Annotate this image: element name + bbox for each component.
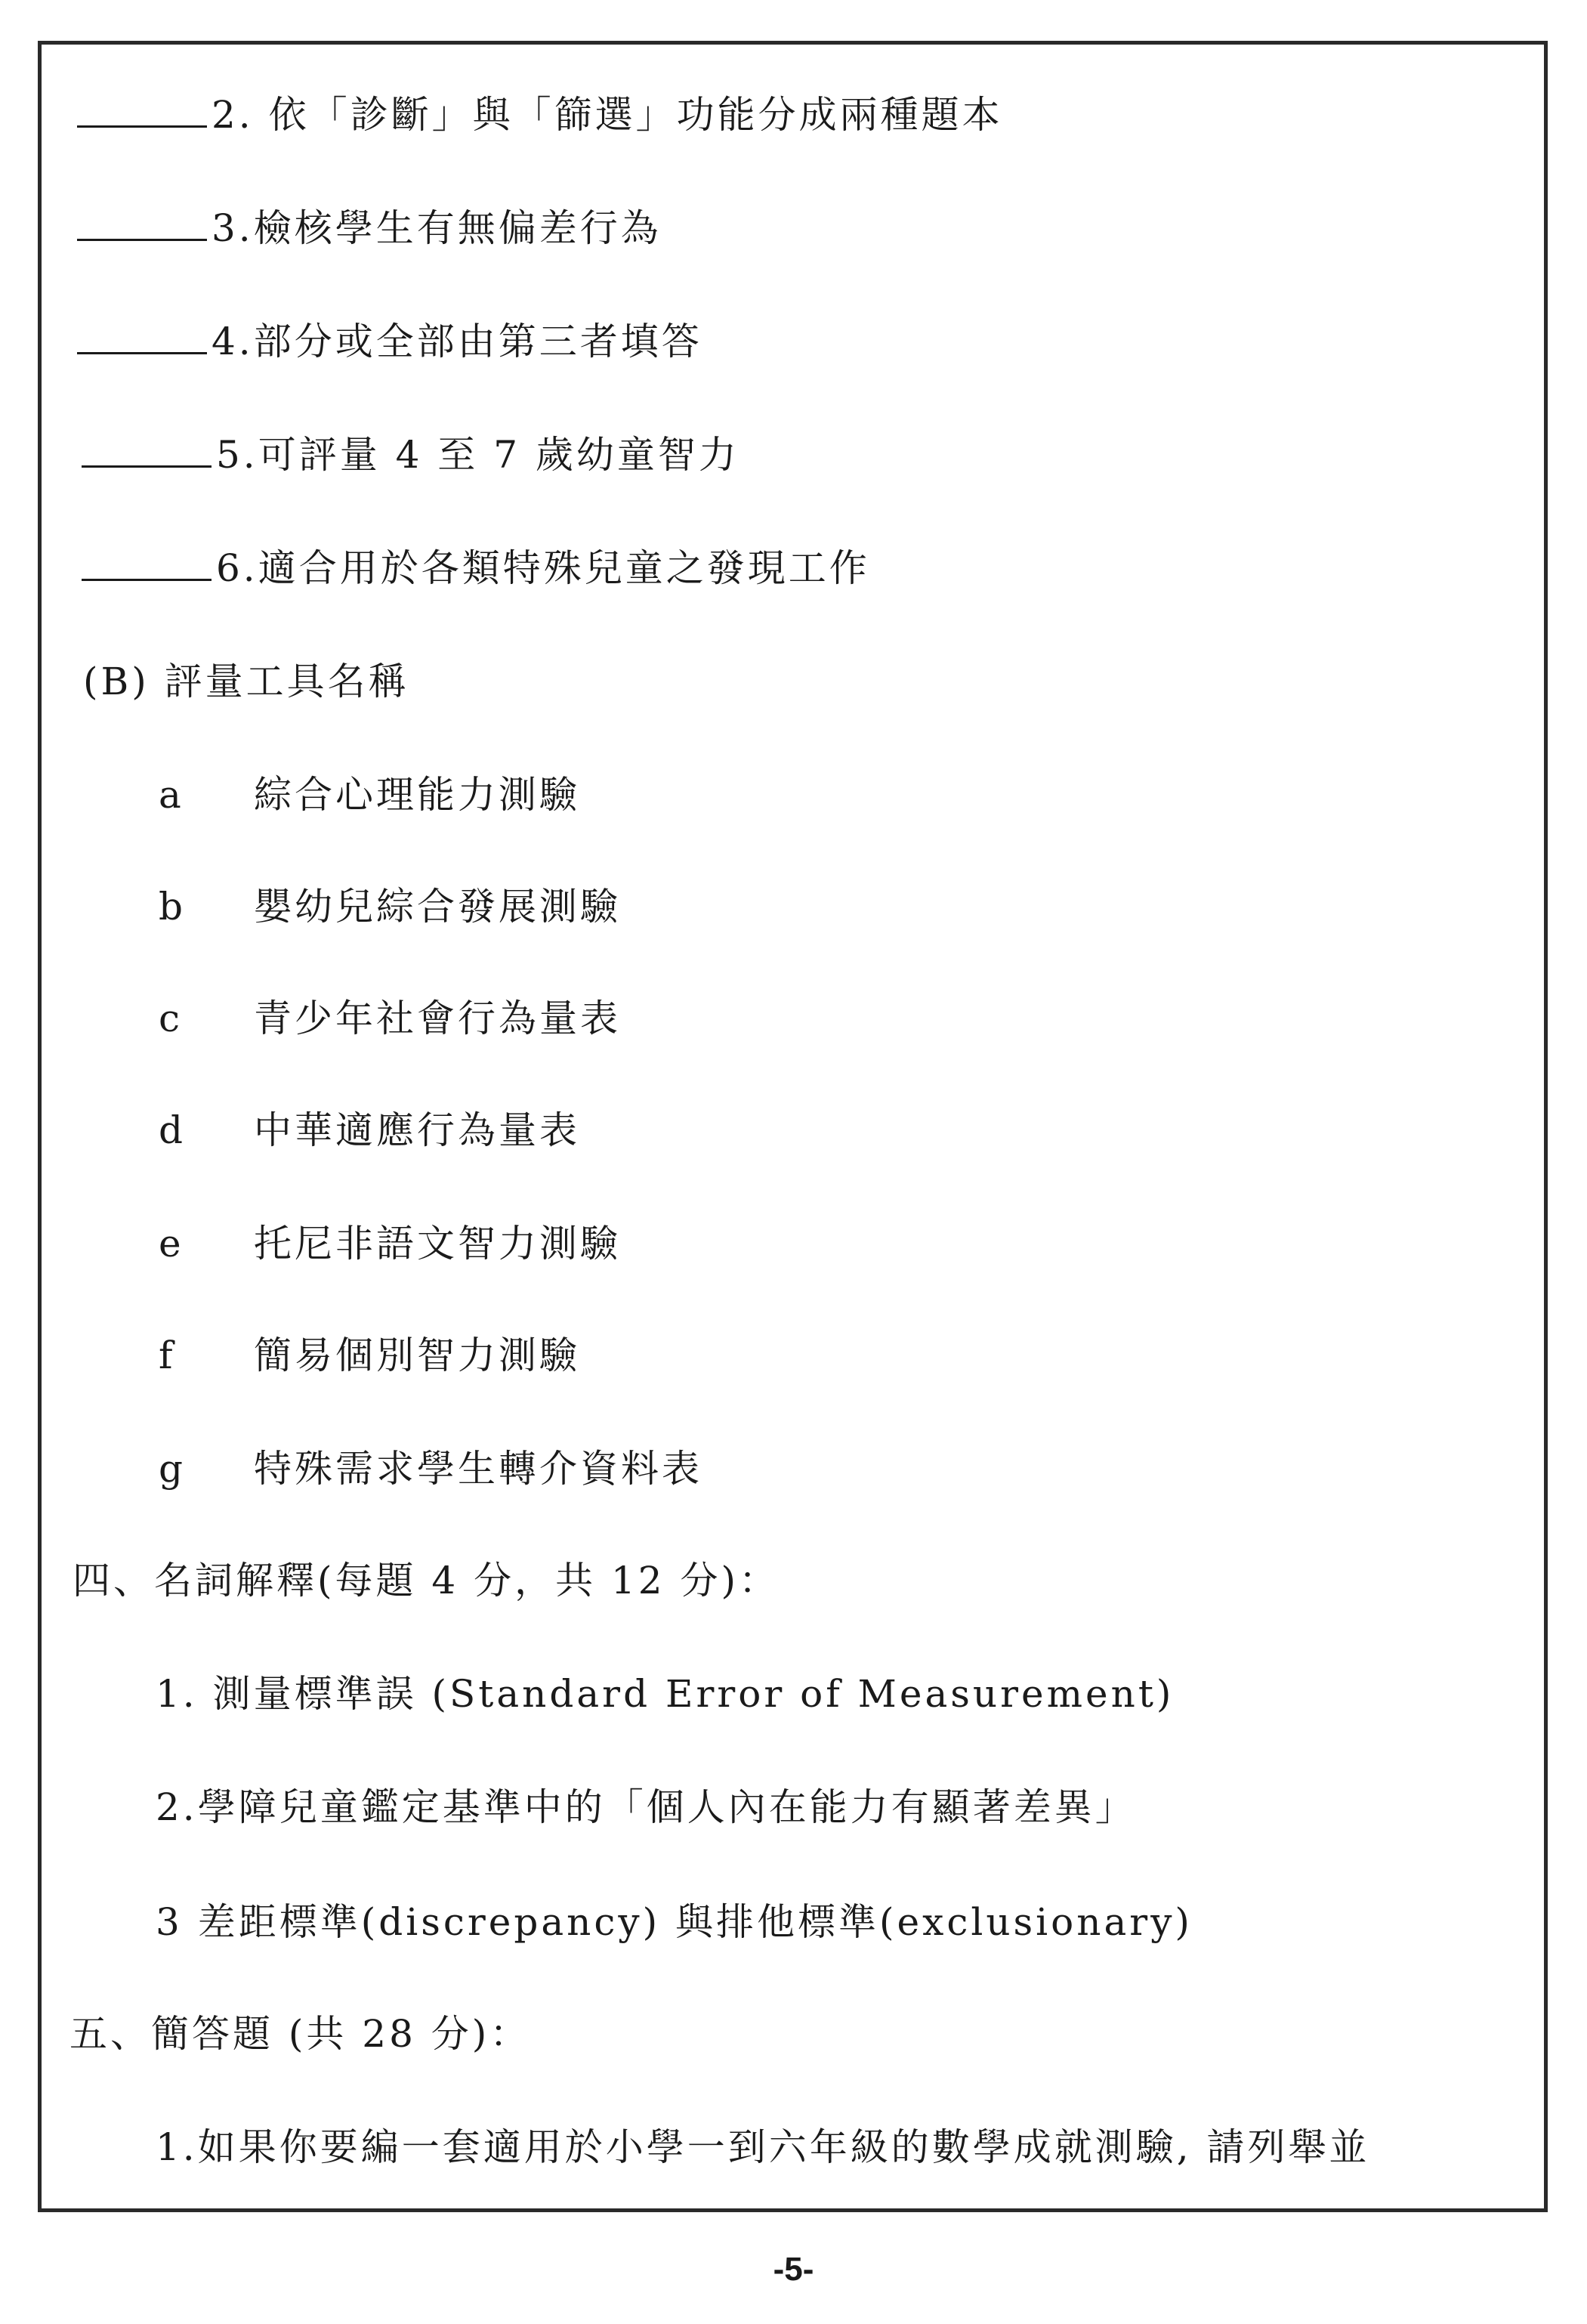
tool-item-c [159, 994, 621, 1043]
section-4-item-3: 3 差距標準(discrepancy) 與排他標準(exclusionary) [156, 1900, 1193, 1944]
tool-name: 托尼非語文智力測驗 [254, 1222, 621, 1266]
answer-blank[interactable] [77, 319, 207, 354]
section-4-item-2: 2.學障兒童鑑定基準中的「個人內在能力有顯著差異」 [156, 1785, 1136, 1829]
section-b-heading: (B) 評量工具名稱 [83, 660, 409, 703]
tool-letter: f [159, 1334, 176, 1377]
section-5-item-1: 1.如果你要編一套適用於小學一到六年級的數學成就測驗, 請列舉並 [156, 2125, 1370, 2169]
matching-item-4 [77, 317, 702, 366]
section-4-heading: 四、名詞解釋(每題 4 分，共 12 分)： [73, 1559, 780, 1602]
tool-item-a [159, 771, 580, 819]
tool-item-f [159, 1331, 580, 1380]
tool-name: 簡易個別智力測驗 [254, 1334, 580, 1377]
matching-item-text: 5.可評量 4 至 7 歲幼童智力 [216, 433, 739, 477]
matching-item-text: 6.適合用於各類特殊兒童之發現工作 [216, 546, 870, 590]
tool-name: 特殊需求學生轉介資料表 [254, 1447, 702, 1491]
tool-letter: g [159, 1447, 187, 1491]
matching-item-6 [82, 544, 870, 592]
answer-blank[interactable] [82, 545, 211, 581]
tool-item-g [159, 1445, 702, 1493]
tool-letter: a [159, 773, 184, 817]
answer-blank[interactable] [77, 92, 207, 128]
answer-blank[interactable] [82, 432, 211, 468]
tool-letter: b [159, 885, 187, 929]
tool-name: 中華適應行為量表 [254, 1108, 580, 1152]
tool-name: 嬰幼兒綜合發展測驗 [254, 885, 621, 929]
section-4-item-1: 1. 測量標準誤 (Standard Error of Measurement) [156, 1672, 1175, 1716]
tool-letter: d [159, 1108, 187, 1152]
tool-item-e [159, 1219, 621, 1268]
tool-item-b [159, 882, 621, 931]
tool-item-d [159, 1106, 580, 1154]
matching-item-text: 2. 依「診斷」與「篩選」功能分成兩種題本 [211, 93, 1003, 137]
matching-item-3 [77, 204, 662, 252]
matching-item-text: 3.檢核學生有無偏差行為 [211, 206, 662, 250]
tool-letter: c [159, 997, 184, 1040]
matching-item-5 [82, 431, 739, 479]
tool-letter: e [159, 1222, 184, 1266]
tool-name: 綜合心理能力測驗 [254, 773, 580, 817]
page-number: -5- [773, 2251, 814, 2288]
answer-blank[interactable] [77, 206, 207, 241]
matching-item-text: 4.部分或全部由第三者填答 [211, 320, 702, 363]
section-5-heading: 五、簡答題 (共 28 分)： [69, 2012, 531, 2056]
tool-name: 青少年社會行為量表 [254, 997, 621, 1040]
matching-item-2 [77, 91, 1003, 139]
